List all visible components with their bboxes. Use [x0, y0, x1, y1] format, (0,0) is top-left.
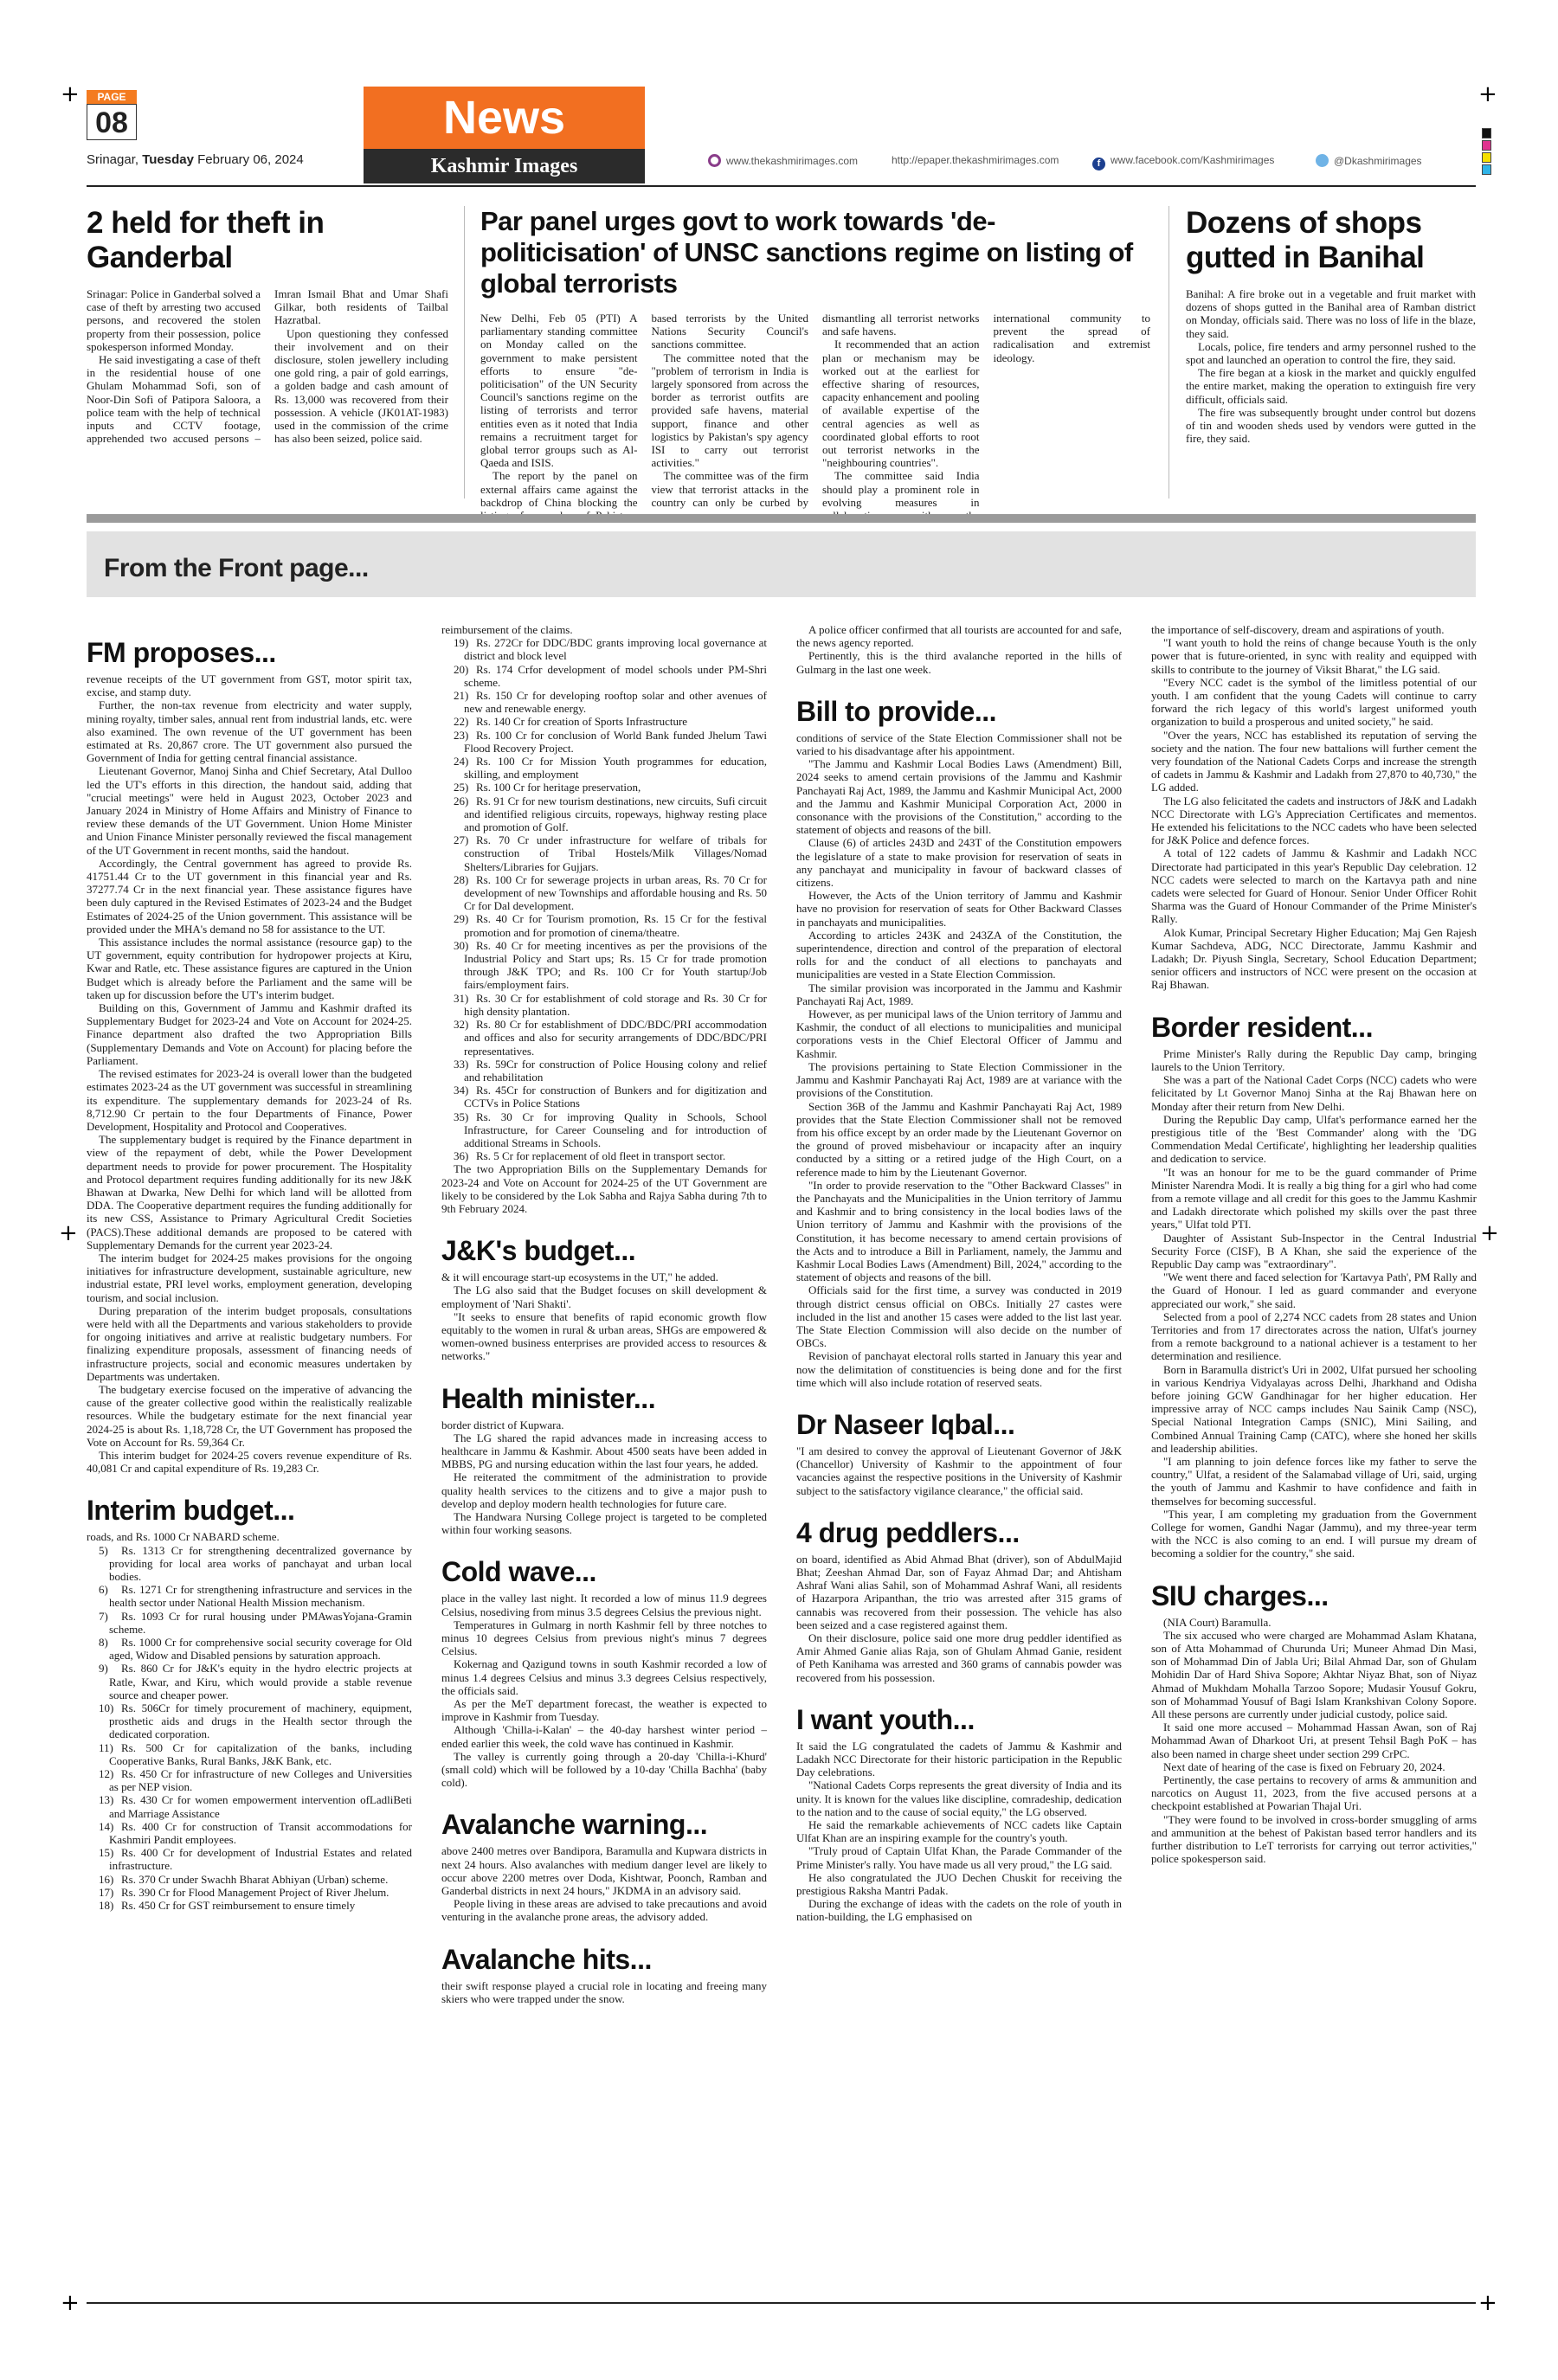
jump-heading: Health minister... [441, 1382, 656, 1414]
jump-heading: FM proposes... [87, 637, 276, 668]
paragraph: "In order to provide reservation to the "Other Backward Classes" in the Panchayats and the Municipalities in the Union territory of Jammu and Kashmir and to bring consistency in the local bodies laws of the Union territory of Jammu and Kashmir with the provisions of the Constitution, it has become necessary to amend certain provisions of the Acts and to introduce a Bill in Parliament, namely, the Jammu and Kashmir Local Bodies Laws (Amendment) Bill, 2024," according to the statement of objects and reasons of the bill. [796, 1178, 1122, 1284]
list-item-number: 16) [99, 1872, 114, 1886]
list-item-text: Rs. 100 Cr for Mission Youth programmes for education, skilling, and employment [464, 755, 767, 782]
list-item-number: 9) [99, 1662, 108, 1676]
paragraph: Locals, police, fire tenders and army personnel rushed to the spot and launched an operation to control the fire, they said. [1186, 339, 1476, 367]
list-item-number: 7) [99, 1609, 108, 1623]
story-headline: 2 held for theft in Ganderbal [87, 206, 325, 274]
paragraph: the importance of self-discovery, dream and aspirations of youth. [1151, 623, 1445, 636]
paragraph: above 2400 metres over Bandipora, Baramulla and Kupwara districts in next 24 hours. Also avalanches with medium danger level are likely to occur above 2200 metres over Doda, Kishtwar, Poonch, Ramban and Ganderbal districts in next 24 hours," JKDMA in an advisory said. [441, 1844, 767, 1898]
list-item [87, 1793, 412, 1819]
paragraph: The committee said India should play a prominent role in evolving measures in international community to prevent the spread of radicalisation and extremist ideology. [822, 312, 1150, 509]
epaper-link[interactable] [892, 154, 1059, 166]
paragraph: The LG shared the rapid advances made in increasing access to healthcare in Jammu & Kashmir. About 4500 seats have been added in MBBS, PG and nursing education within the last four years, he added. [441, 1431, 767, 1471]
list-item-text: Rs. 272Cr for DDC/BDC grants improving local governance at district and block level [464, 636, 767, 663]
jump-heading: Dr Naseer Iqbal... [796, 1408, 1015, 1440]
list-item [441, 1149, 767, 1162]
jump-heading: I want youth... [796, 1703, 975, 1735]
paragraph: The six accused who were charged are Mohammad Aslam Khatana, son of Atta Mohammad of Churunda Uri; Muneer Ahmad Din Masi, son of Mohammad Din of Jabla Uri; Bilal Ahmad Dar, son of Ghulam Mohidin Dar of Hard Shiva Sopore; Akhtar Niyaz Bhat, son of Niyaz Ahmad of Mukhdam Mohalla Tarzoo Sopore; Mudasir Yousuf Gokru, son of Mohammad Yousuf of Bagi Islam Krankshivan Colony Sopore. All these persons are currently under judicial custody, police said. [1151, 1628, 1477, 1721]
list-item-text: Rs. 506Cr for timely procurement of machinery, equipment, prosthetic aids and drugs in the Health sector through the dedicated corporation. [109, 1701, 412, 1741]
list-item [87, 1899, 412, 1912]
paragraph: During preparation of the interim budget proposals, consultations were held with all the Departments and various stakeholders to provide for ongoing initiatives and arrive at realistic budgetary numbers. For finalizing expenditure proposals, assessment of financing needs of infrastructure projects, social and economic measures undertaken by Departments was undertaken. [87, 1303, 412, 1383]
paragraph: New Delhi, Feb 05 (PTI) A parliamentary standing committee on Monday called on the government to make persistent efforts to ensure "de-politicisation" of the UN Security Council's sanctions regime on the listing of terrorists and terror entities even as it noted that India remains a recruitment target for global terror groups such as Al-Qaeda and ISIS. [480, 312, 638, 470]
story-unsc [480, 206, 1150, 526]
registration-mark: + [1480, 1220, 1499, 1246]
list-item [441, 689, 767, 715]
header-rule [87, 185, 1476, 187]
list-item-text: Rs. 400 Cr for development of Industrial Estates and related infrastructure. [109, 1846, 412, 1873]
jump-heading: J&K's budget... [441, 1235, 636, 1267]
paragraph: their swift response played a crucial role in locating and freeing many skiers who were trapped under the snow. [441, 1978, 767, 2005]
list-item-number: 17) [99, 1885, 114, 1899]
masthead [364, 87, 645, 183]
list-item-text: Rs. 30 Cr for improving Quality in Schools, School Infrastructure, for Career Counseling and for introduction of additional Streams in Schools. [464, 1110, 767, 1149]
website-text: www.thekashmirimages.com [726, 155, 859, 167]
paragraph: "It seeks to ensure that benefits of rapid economic growth flow equitably to the women in rural & urban areas, SHGs are empowered & women-owned business enterprises are provided access to resources & networks." [441, 1309, 767, 1363]
list-item-number: 27) [454, 833, 469, 847]
list-item [441, 992, 767, 1018]
paragraph: reimbursement of the claims. [441, 623, 573, 636]
paragraph: Clause (6) of articles 243D and 243T of the Constitution empowers the legislature of a state to make provision for reservation of seats in any panchayat and municipality in favour of backward classes of citizens. [796, 836, 1122, 890]
list-item-number: 12) [99, 1767, 114, 1781]
dateline-weekday: Tuesday [142, 152, 194, 167]
list-item-text: Rs. 100 Cr for heritage preservation, [476, 781, 641, 794]
paragraph: "I want youth to hold the reins of change because Youth is the only power that is future-oriented, in sync with reality and equipped with skills to contribute to the journey of Viksit Bharat," the LG said. [1151, 636, 1477, 676]
paragraph: Accordingly, the Central government has agreed to provide Rs. 41751.44 Cr to the UT government in this financial year and Rs. 37277.74 Cr in the next financial year. These assistance figures have been duly captured in the Revised Estimates of 2023-24 and the Budget Estimates of 2024-25 of the Union government. This assistance will be provided under the MHA's demand no 58 for assistance to the UT. [87, 856, 412, 936]
paragraph: Kokernag and Qazigund towns in south Kashmir recorded a low of minus 1.4 degrees Celsius and minus 3.3 degrees Celsius respectively, the officials said. [441, 1657, 767, 1697]
list-item-number: 34) [454, 1084, 469, 1097]
dateline-date: February 06, 2024 [193, 152, 304, 167]
registration-mark: + [59, 1220, 78, 1246]
list-item [441, 755, 767, 781]
jump-heading: Avalanche warning... [441, 1809, 708, 1841]
list-item-number: 36) [454, 1149, 469, 1163]
list-item [441, 663, 767, 689]
list-item [441, 1110, 767, 1150]
masthead-subtitle: Kashmir Images [364, 149, 645, 183]
list-item [441, 833, 767, 873]
paragraph: place in the valley last night. It recorded a low of minus 11.9 degrees Celsius, nosediving from minus 3.5 degrees Celsius the previous night. [441, 1592, 767, 1618]
paragraph: "It was an honour for me to be the guard commander of Prime Minister Narendra Modi. It is really a big thing for a girl who had come from a remote village and all credit for this goes to the Jammu Kashmir and Ladakh directorate which polished my skills over the past three years," Ulfat told PTI. [1151, 1165, 1477, 1232]
list-item [87, 1610, 412, 1636]
twitter-icon [1316, 154, 1329, 167]
list-item-number: 15) [99, 1846, 114, 1860]
registration-mark: + [1478, 2290, 1497, 2316]
list-item-number: 19) [454, 636, 469, 650]
paragraph: The similar provision was incorporated in the Jammu and Kashmir Panchayati Raj Act, 1989. [796, 981, 1122, 1007]
list-item-number: 6) [99, 1583, 108, 1597]
paragraph: The valley is currently going through a 20-day 'Chilla-i-Khurd' (small cold) which will be followed by a 10-day 'Chilla Bachha' (baby cold). [441, 1749, 767, 1790]
list-item-text: Rs. 40 Cr for meeting incentives as per the provisions of the Industrial Policy and Start ups; Rs. 15 Cr for trade promotion through J&K TPO; and Rs. 100 Cr for Youth startup/Job fairs/employment fairs. [464, 938, 767, 992]
paragraph: The two Appropriation Bills on the Supplementary Demands for 2023-24 and Vote on Account for 2024-25 of the UT Government are likely to be considered by the Lok Sabha and Rajya Sabha during 7th to 9th February 2024. [441, 1162, 767, 1215]
paragraph: Section 36B of the Jammu and Kashmir Panchayati Raj Act, 1989 provides that the State Election Commissioner shall not be removed from his office except by an order made by the Lieutenant Governor on the ground of proved misbehaviour or incapacity after an inquiry conducted by a sitting or a retired judge of the High Court, on a reference made to him by the Lieutenant Governor. [796, 1099, 1122, 1179]
list-item [441, 781, 767, 794]
paragraph: & it will encourage start-up ecosystems in the UT," he added. [441, 1270, 718, 1284]
story-headline: Dozens of shops gutted in Banihal [1186, 206, 1425, 274]
list-item-text: Rs. 174 Crfor development of model schools under PM-Shri scheme. [464, 662, 767, 689]
list-item-number: 14) [99, 1819, 114, 1833]
paragraph: "Truly proud of Captain Ulfat Khan, the Parade Commander of the Prime Minister's rally. You have made us all very proud," the LG said. [796, 1844, 1122, 1871]
website-link[interactable] [708, 154, 858, 167]
registration-mark: + [1478, 81, 1497, 107]
list-item [441, 912, 767, 938]
paragraph: It said one more accused – Mohammad Hassan Awan, son of Raj Mohammad Awan of Dharkoot Uri, at present Tehsil Bagh PoK – has also been named in charge sheet under section 299 CrPC. [1151, 1721, 1477, 1760]
list-item-text: Rs. 40 Cr for Tourism promotion, Rs. 15 Cr for the festival promotion and for promotion of cinema/theatre. [464, 912, 767, 939]
paragraph: "The Jammu and Kashmir Local Bodies Laws (Amendment) Bill, 2024 seeks to amend certain provisions of the Jammu and Kashmir Panchayati Raj Act, 1989, the Jammu and Kashmir Municipal Act, 2000 and the Jammu and Kashmir Municipal Corporation Act, 2000 in consonance with the provisions of the Constitution," according to the statement of objects and reasons of the bill. [796, 757, 1122, 837]
jump-column-4 [1151, 623, 1477, 2272]
list-item-number: 20) [454, 662, 469, 676]
paragraph: The Handwara Nursing College project is targeted to be completed within four working seasons. [441, 1509, 767, 1537]
facebook-text: www.facebook.com/Kashmirimages [1111, 154, 1275, 166]
list-item-text: Rs. 100 Cr for conclusion of World Bank funded Jhelum Tawi Flood Recovery Project. [464, 728, 767, 755]
paragraph: border district of Kupwara. [441, 1418, 564, 1431]
paragraph: "National Cadets Corps represents the great diversity of India and its unity. It is known for the values like discipline, comradeship, dedication to the nation and to the cause of social equity," the LG observed. [796, 1779, 1122, 1818]
color-registration-strip [1482, 128, 1491, 177]
epaper-text: http://epaper.thekashmirimages.com [892, 154, 1059, 166]
paragraph: The LG also said that the Budget focuses on skill development & employment of 'Nari Shakti'. [441, 1283, 767, 1310]
registration-mark: + [61, 81, 80, 107]
paragraph: Temperatures in Gulmarg in north Kashmir fell by three notches to minus 10 degrees Celsius from previous night's minus 7 degrees Celsius. [441, 1618, 767, 1658]
paragraph: Born in Baramulla district's Uri in 2002, Ulfat pursued her schooling in various Kendriya Vidyalayas across Delhi, Jharkhand and Odisha before joining GCW Gandhinagar for her higher education. Her impressive array of NCC camps includes Nau Sainik Camp (NSC), Special National Integration Camps (SNIC), Mini Sailing, and Combined Annual Training Camp (CATC), where she honed her skills and leadership abilities. [1151, 1362, 1477, 1455]
list-item-number: 26) [454, 794, 469, 807]
paragraph: During the Republic Day camp, Ulfat's performance earned her the prestigious title of the 'Best Commander' along with the 'DG Commendation Medal Certificate', highlighting her leadership qualities and dedication to service. [1151, 1112, 1477, 1166]
list-item-text: Rs. 500 Cr for capitalization of the banks, including Cooperative Banks, Rural Banks, J&K Bank, etc. [109, 1740, 412, 1767]
list-item-text: Rs. 30 Cr for establishment of cold storage and Rs. 30 Cr for high density plantation. [464, 991, 767, 1018]
footer-rule [87, 2302, 1476, 2304]
paragraph: "They were found to be involved in cross-border smuggling of arms and ammunition at the behest of Pakistan based terror handlers and its further distribution to LeT terrorists for carrying out terror activities," police spokesperson said. [1151, 1812, 1477, 1866]
jump-heading: Avalanche hits... [441, 1943, 652, 1975]
list-item-text: Rs. 140 Cr for creation of Sports Infrastructure [476, 715, 688, 729]
paragraph: Although 'Chilla-i-Kalan' – the 40-day harshest winter period – ended earlier this week, the cold wave has continued in Kashmir. [441, 1723, 767, 1750]
jump-heading: SIU charges... [1151, 1579, 1329, 1611]
list-item-number: 25) [454, 781, 469, 794]
list-item [87, 1701, 412, 1741]
paragraph: "Over the years, NCC has established its reputation of serving the society and the nation. The four new battalions will further cement the very foundation of the National Cadets Corps and increase the strength of cadets in Jammu & Kashmir and Ladakh from 27,870 to 40,730," the LG added. [1151, 728, 1477, 794]
list-item-text: Rs. 860 Cr for J&K's equity in the hydro electric projects at Ratle, Kwar, and Kiru, which would provide a stable revenue source and cheaper power. [109, 1662, 412, 1701]
paragraph: The report by the panel on external affairs came against the backdrop of China blocking the based terrorists by the United Nations Security Council's sanctions committee. [480, 312, 808, 509]
list-item [441, 1018, 767, 1058]
list-item-number: 35) [454, 1110, 469, 1123]
list-item-number: 22) [454, 715, 469, 729]
paragraph: He said the remarkable achievements of NCC cadets like Captain Ulfat Khan are an inspiring example for the country's youth. [796, 1818, 1122, 1845]
section-divider [87, 514, 1476, 523]
paragraph: She was a part of the National Cadet Corps (NCC) cadets who were felicitated by Lt Governor Manoj Sinha at the Raj Bhawan here on Monday after their return from New Delhi. [1151, 1073, 1477, 1113]
paragraph: on board, identified as Abid Ahmad Bhat (driver), son of AbdulMajid Bhat; Zeeshan Ahmad Dar, son of Fayaz Ahmad Dar; and Ahtisham Ashraf Wani alias Sahil, son of Mohammad Ashraf Wani, all residents of Hazarpora Aripanthan, the trio was arrested after 315 grams of cannabis was recovered from their possession. The vehicle has also been seized and a case registered against them. [796, 1552, 1122, 1631]
story-body [87, 287, 448, 445]
twitter-text: @Dkashmirimages [1334, 155, 1422, 167]
list-item-text: Rs. 400 Cr for construction of Transit accommodations for Kashmiri Pandit employees. [109, 1819, 412, 1847]
list-item [87, 1583, 412, 1609]
paragraph: Lieutenant Governor, Manoj Sinha and Chief Secretary, Atal Dulloo led the UT's efforts in this direction, the handout said, adding that "crucial meetings" were held in August 2023, October 2023 and January 2024 in Ministry of Home Affairs and Ministry of Finance to review these demands of the UT Government. Union Home Minister and Union Finance Minister personally reviewed the fiscal management of the UT Government in recent months, said the handout. [87, 764, 412, 857]
list-item-text: Rs. 100 Cr for sewerage projects in urban areas, Rs. 70 Cr for development of new Townships and affordable housing and Rs. 50 Cr for Dal development. [464, 872, 767, 913]
list-item-number: 5) [99, 1543, 108, 1557]
list-item-number: 10) [99, 1701, 114, 1715]
paragraph: Pertinently, this is the third avalanche reported in the hills of Gulmarg in the last one week. [796, 649, 1122, 676]
paragraph: People living in these areas are advised to take precautions and avoid venturing in the avalanche prone areas, the advisory added. [441, 1897, 767, 1924]
paragraph: It said the LG congratulated the cadets of Jammu & Kashmir and Ladakh NCC Directorate for their historic participation in the Republic Day celebrations. [796, 1739, 1122, 1779]
paragraph: According to articles 243K and 243ZA of the Constitution, the superintendence, direction and control of the preparation of electoral rolls for and the conduct of all elections to panchayats and municipalities are vested in a State Election Commission. [796, 928, 1122, 981]
paragraph: It recommended that an action plan or mechanism may be worked out at the earliest for effective sharing of resources, capacity enhancement and pooling of available expertise of the central agencies as well as coordinated global efforts to root out terrorist networks in the "neighbouring countries". [822, 338, 980, 470]
list-item [87, 1767, 412, 1793]
paragraph: The committee noted that the "problem of terrorism in India is largely sponsored from across the border as terrorist outfits are provided safe havens, material support, finance and other logistics by Pakistan's spy agency ISI to carry out terrorist activities." [651, 351, 808, 470]
web-icon [708, 154, 721, 167]
paragraph: Pertinently, the case pertains to recovery of arms & ammunition and narcotics on August 11, 2023, from the five accused persons at a checkpoint established at Powarian Thajal Uri. [1151, 1773, 1477, 1813]
list-item [87, 1544, 412, 1584]
paragraph: The LG also felicitated the cadets and instructors of J&K and Ladakh NCC Directorate with LG's Appreciation Certificates and mementos. He extended his felicitations to the NCC cadets who have been selected for J&K Police and defence forces. [1151, 794, 1477, 847]
paragraph: Prime Minister's Rally during the Republic Day camp, bringing laurels to the Union Territory. [1151, 1046, 1477, 1073]
paragraph: "We went there and faced selection for 'Kartavya Path', PM Rally and the Guard of Honour. I led as guard commander and everyone appreciated our work," she said. [1151, 1270, 1477, 1310]
facebook-icon: f [1092, 158, 1105, 170]
list-item [87, 1741, 412, 1767]
paragraph: "Every NCC cadet is the symbol of the limitless potential of our youth. I am confident that the young Cadets will continue to carry forward the rich legacy of this world's largest uniformed youth organization to build a prosperous and united society," he said. [1151, 675, 1477, 729]
list-item [87, 1886, 412, 1899]
paragraph: Srinagar: Police in Ganderbal solved a case of theft by arresting two accused persons, and recovered the stolen property from their possession, police spokesperson informed Monday. [87, 287, 261, 353]
list-item-text: Rs. 45Cr for construction of Bunkers and for digitization and CCTVs in Police Stations [464, 1084, 767, 1110]
story-headline: Par panel urges govt to work towards 'de-politicisation' of UNSC sanctions regime on listing of global terrorists [480, 206, 1133, 299]
story-banihal [1186, 206, 1476, 445]
page-number: 08 [87, 104, 137, 140]
list-item-number: 24) [454, 755, 469, 769]
jump-heading: Border resident... [1151, 1011, 1373, 1043]
paragraph: The fire was subsequently brought under control but dozens of tin and wooden sheds used by vendors were gutted in the fire, they said. [1186, 405, 1476, 446]
paragraph: On their disclosure, police said one more drug peddler identified as Amir Ahmed Ganie alias Raja, son of Ghulam Ahmad Ganie, resident of Peth Kanihama was arrested and 360 grams of cannabis powder was recovered from his possession. [796, 1631, 1122, 1684]
list-item-text: Rs. 450 Cr for infrastructure of new Colleges and Universities as per NEP vision. [109, 1767, 412, 1794]
paragraph: The interim budget for 2024-25 makes provisions for the ongoing initiatives for infrastructure development, sustainable agriculture, new industrial estate, PRI level works, employment generation, developing tourism, and social inclusion. [87, 1251, 412, 1304]
paragraph: However, the Acts of the Union territory of Jammu and Kashmir have no provision for reservation of seats for Other Backward Classes in panchayats and municipalities. [796, 889, 1122, 929]
paragraph: Building on this, Government of Jammu and Kashmir drafted its Supplementary Budget for 2023-24 and Vote on Account for 2024-25. Finance department also drafted the two Appropriation Bills (Supplementary Demands and Vote on Account) for placing before the Parliament. [87, 1001, 412, 1067]
story-ganderbal [87, 206, 448, 445]
paragraph: conditions of service of the State Election Commissioner shall not be varied to his disadvantage after his appointment. [796, 730, 1122, 758]
list-item-number: 11) [99, 1740, 113, 1754]
paragraph: The revised estimates for 2023-24 is overall lower than the budgeted estimates 2023-24 as the UT government was successful in streamlining its expenditure. The supplementary demands for 2023-24 of Rs. 8,712.90 Cr pertain to the four Departments of Finance, Power Development, Hospitality and Protocol and Cooperatives. [87, 1067, 412, 1133]
paragraph: This interim budget for 2024-25 covers revenue expenditure of Rs. 40,081 Cr and capital expenditure of Rs. 19,283 Cr. [87, 1448, 412, 1476]
dateline [87, 152, 304, 167]
list-item-number: 30) [454, 938, 469, 952]
list-item [87, 1636, 412, 1662]
list-item [441, 715, 767, 728]
list-item [87, 1846, 412, 1872]
list-item-number: 8) [99, 1636, 108, 1650]
paragraph: He said investigating a case of theft in the residential house of one Ghulam Mohammad Sofi, son of Noor-Din Sofi of Patipora Saloora, a police team with the help of technical inputs and CCTV footage, apprehended two accused persons – Imran Ismail Bhat and Umar Shafi Gilkar, both residents of Tailbal Hazratbal. [87, 287, 448, 446]
paragraph: The provisions pertaining to State Election Commissioner in the Jammu and Kashmir Panchayati Raj Act, 1989 are at variance with the provisions of the Constitution. [796, 1059, 1122, 1100]
paragraph: Banihal: A fire broke out in a vegetable and fruit market with dozens of shops gutted in the Banihal area of Ramban district on Monday, officials said. There was no loss of life in the blaze, they said. [1186, 287, 1476, 340]
paragraph: However, as per municipal laws of the Union territory of Jammu and Kashmir, the conduct of all elections to municipalities and municipal corporations vests in the Chief Electoral Officer of Jammu and Kashmir. [796, 1007, 1122, 1060]
paragraph: He reiterated the commitment of the administration to provide quality health services to the citizens and to give a major push to develop and deploy modern health technologies for future care. [441, 1470, 767, 1510]
paragraph: Daughter of Assistant Sub-Inspector in the Central Industrial Security Force (CISF), B A Khan, she said the experience of the Republic Day camp was "extraordinary". [1151, 1231, 1477, 1270]
paragraph: Alok Kumar, Principal Secretary Higher Education; Maj Gen Rajesh Kumar Sachdeva, ADG, NCC Directorate, Jammu Kashmir and Ladakh; Dr. Piyush Singla, Secretary, School Education Department; senior officers and instructors of NCC were present on the occasion at Raj Bhawan. [1151, 925, 1477, 992]
paragraph: Upon questioning they confessed their involvement and on their disclosure, stolen jewellery including one gold ring, a pair of gold earrings, a golden badge and cash amount of Rs. 13,000 was recovered from their possession. A vehicle (JK01AT-1983) used in the commission of the crime has also been seized, police said. [274, 326, 448, 446]
list-item [87, 1662, 412, 1701]
list-item-number: 18) [99, 1899, 114, 1913]
jump-heading: Interim budget... [87, 1495, 295, 1527]
list-item-text: Rs. 1271 Cr for strengthening infrastructure and services in the health sector under National Health Mission mechanism. [109, 1583, 412, 1610]
column-rule [464, 206, 465, 499]
paragraph: Next date of hearing of the case is fixed on February 20, 2024. [1163, 1759, 1445, 1773]
list-item-text: Rs. 1000 Cr for comprehensive social security coverage for Old aged, Widow and Disabled pensions by saturation approach. [109, 1636, 412, 1663]
registration-mark: + [61, 2290, 80, 2316]
paragraph: "I am planning to join defence forces like my father to serve the country," Ulfat, a resident of the Salamabad village of Uri, said, urging the youth of Jammu and Kashmir to have confidence and faith in themselves for becoming successful. [1151, 1454, 1477, 1508]
story-body [1186, 287, 1476, 445]
list-item-text: Rs. 70 Cr under infrastructure for welfare of tribals for construction of Tribal Hostels/Milk Villages/Nomad Shelters/Libraries for Gujjars. [464, 833, 767, 873]
list-item [441, 636, 767, 662]
paragraph: The committee was of the firm view that terrorist attacks in the country can only be curbed by dismantling all terrorist networks and safe havens. [651, 312, 980, 509]
budget-list [441, 636, 767, 1162]
paragraph: revenue receipts of the UT government from GST, motor spirit tax, excise, and stamp duty. [87, 672, 412, 699]
paragraph: This assistance includes the normal assistance (resource gap) to the UT government, equity contribution for hydropower projects at Kiru, Kwar and Ratle, etc. These assistance figures are captured in the Union Budget which is already before the Parliament and the same will be taken up for discussion before the UT's interim budget. [87, 936, 412, 1001]
list-item-number: 33) [454, 1057, 469, 1071]
dateline-city: Srinagar, [87, 152, 143, 167]
paragraph: A total of 122 cadets of Jammu & Kashmir and Ladakh NCC Directorate had participated in this year's Republic Day celebration. 12 NCC cadets were selected to march on the Kartavya path and nine cadets were selected for Guard of Honour. Senior Under Officer Rohit Sharma was the Guard of Honour Commander of the Prime Minister's Rally. [1151, 846, 1477, 926]
list-item-text: Rs. 430 Cr for women empowerment intervention ofLadliBeti and Marriage Assistance [109, 1793, 412, 1820]
list-item [441, 729, 767, 755]
twitter-link[interactable] [1316, 154, 1422, 167]
list-item-number: 13) [99, 1793, 114, 1807]
paragraph: As per the MeT department forecast, the weather is expected to improve in Kashmir from Tuesday. [441, 1697, 767, 1724]
paragraph: A police officer confirmed that all tourists are accounted for and safe, the news agency reported. [796, 623, 1122, 650]
paragraph: The budgetary exercise focused on the imperative of advancing the cause of the greater collective good within the realistically realizable resources. While the budgetary estimate for the next financial year 2024-25 is about Rs. 1,18,728 Cr, the UT Government has proposed the Vote on Account for Rs. 59,364 Cr. [87, 1382, 412, 1449]
budget-list [87, 1544, 412, 1913]
list-item-text: Rs. 370 Cr under Swachh Bharat Abhiyan (Urban) scheme. [121, 1872, 389, 1886]
paragraph: roads, and Rs. 1000 Cr NABARD scheme. [87, 1530, 280, 1544]
list-item-text: Rs. 59Cr for construction of Police Housing colony and relief and rehabilitation [464, 1057, 767, 1084]
list-item [441, 794, 767, 834]
list-item-number: 21) [454, 689, 469, 703]
jump-column-2 [441, 623, 767, 2272]
jump-column-1 [87, 636, 412, 2272]
page-label: PAGE [87, 90, 137, 104]
jump-heading: Cold wave... [441, 1556, 596, 1588]
list-item [441, 873, 767, 913]
paragraph: He also congratulated the JUO Dechen Chuskit for receiving the prestigious Raksha Mantri Padak. [796, 1870, 1122, 1898]
list-item-number: 28) [454, 872, 469, 886]
list-item-text: Rs. 450 Cr for GST reimbursement to ensure timely [121, 1899, 356, 1913]
jump-column-3 [796, 623, 1122, 2272]
list-item [87, 1873, 412, 1886]
paragraph: "I am desired to convey the approval of Lieutenant Governor of J&K (Chancellor) University of Kashmir to the appointment of four vacancies against the respective positions in the University of Kashmir subject to the satisfactory vigilance clearance," the official said. [796, 1444, 1122, 1497]
list-item-number: 23) [454, 728, 469, 742]
list-item-text: Rs. 150 Cr for developing rooftop solar and other avenues of new and renewable energy. [464, 689, 767, 716]
list-item [87, 1820, 412, 1846]
jump-heading: 4 drug peddlers... [796, 1516, 1020, 1548]
list-item-text: Rs. 1093 Cr for rural housing under PMAwasYojana-Gramin scheme. [109, 1609, 412, 1636]
paragraph: Further, the non-tax revenue from electricity and water supply, mining royalty, timber sales, annual rent from industrial lands, etc. were also examined. The own revenue of the UT government has been estimated at Rs. 20,867 crore. The UT government also pursued the Government of India for getting central financial assistance. [87, 698, 412, 765]
paragraph: During the exchange of ideas with the cadets on the role of youth in nation-building, the LG emphasised on [796, 1897, 1122, 1924]
paragraph: The fire began at a kiosk in the market and quickly engulfed the entire market, making the operation to extinguish fire very difficult, officials said. [1186, 366, 1476, 406]
front-page-title: From the Front page... [104, 554, 369, 582]
masthead-title: News [364, 87, 645, 149]
list-item-number: 31) [454, 991, 469, 1005]
list-item-number: 32) [454, 1018, 469, 1032]
column-rule [1168, 206, 1169, 499]
facebook-link[interactable] [1092, 154, 1274, 170]
list-item-text: Rs. 390 Cr for Flood Management Project of River Jhelum. [121, 1885, 390, 1899]
list-item-number: 29) [454, 912, 469, 926]
jump-heading: Bill to provide... [796, 695, 997, 727]
list-item-text: Rs. 5 Cr for replacement of old fleet in transport sector. [476, 1149, 726, 1163]
list-item [441, 1058, 767, 1084]
paragraph: The supplementary budget is required by the Finance department in view of the repayment of debt, while the Power Development department needs to provide for power procurement. The Hospitality and Protocol department requires funding additionally for its new J&K Bhawan at Dwarka, New Delhi for which land will be allotted from DDA. The Cooperative department requires the funding additionally for its new CSS, Assistance to Primary Agricultural Credit Societies (PACS).These additional demands are proposed to be catered with Supplementary Demands for the current year 2023-24. [87, 1133, 412, 1251]
list-item-text: Rs. 80 Cr for establishment of DDC/BDC/PRI accommodation and offices and also for security arrangements of DDC/BDC/PRI representatives. [464, 1018, 767, 1058]
list-item-text: Rs. 91 Cr for new tourism destinations, new circuits, Sufi circuit and identified religious circuits, ropeways, highway resting place and promotion of Golf. [464, 794, 767, 834]
paragraph: Revision of panchayat electoral rolls started in January this year and now the delimitation of constituencies is being done and for the first time which will also include rotation of reserved seats. [796, 1349, 1122, 1389]
paragraph: Officials said for the first time, a survey was conducted in 2019 through district census official on OBCs. Initially 27 castes were included in the list and another 15 cases were added to the list last year. The State Election Commission will also decide on the number of OBCs. [796, 1283, 1122, 1350]
list-item [441, 939, 767, 992]
list-item-text: Rs. 1313 Cr for strengthening decentralized governance by providing for local area works of panchayat and urban local bodies. [109, 1543, 412, 1583]
paragraph: (NIA Court) Baramulla. [1163, 1615, 1272, 1629]
paragraph: Selected from a pool of 2,274 NCC cadets from 28 states and Union Territories and from 17 directorates across the nation, Ulfat's journey from a remote background to a national achiever is a testament to her determination and resilience. [1151, 1309, 1477, 1363]
paragraph: "This year, I am completing my graduation from the Government College for women, Gandhi Nagar (Jammu), and my three-year term with the NCC is also coming to an end. I will pursue my dream of becoming a soldier for the country," she said. [1151, 1507, 1477, 1560]
story-body [480, 312, 1150, 526]
list-item [441, 1084, 767, 1110]
